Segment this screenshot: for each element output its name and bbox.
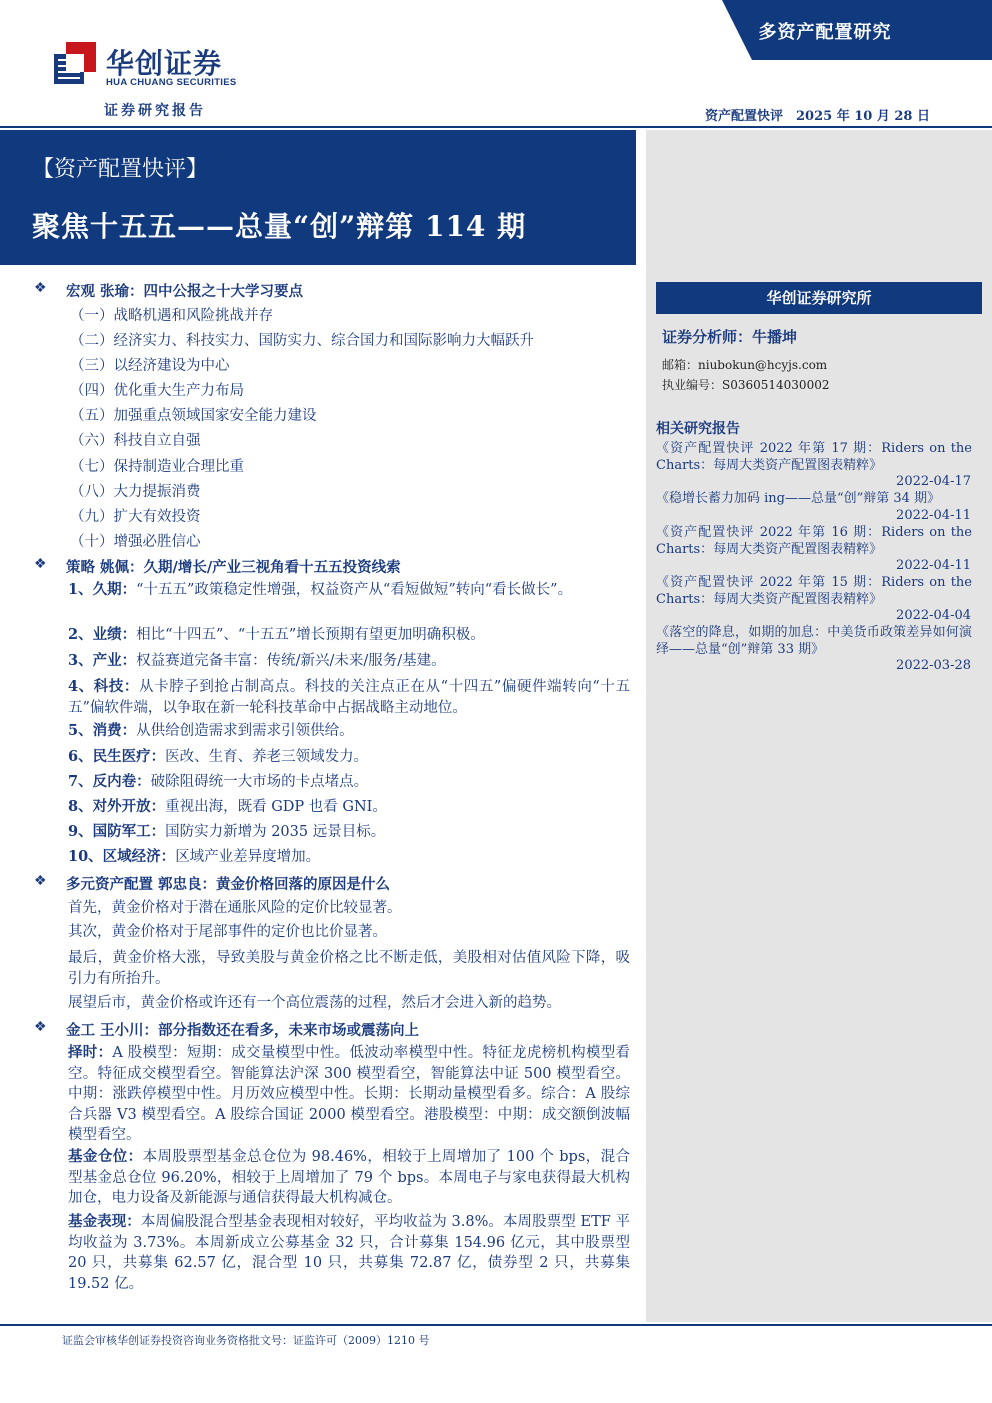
related-report-link[interactable]: 《资产配置快评 2022 年第 16 期：Riders on the Charts：每周大类资产配置图表精粹》 xyxy=(656,525,972,557)
point-text: 破除阻碍统一大市场的卡点堵点。 xyxy=(150,774,369,790)
section-title-quant: 金工 王小川：部分指数还在看多，未来市场或震荡向上 xyxy=(66,1022,420,1039)
point-text: 从供给创造需求到需求引领供给。 xyxy=(136,723,354,739)
macro-point: （二）经济实力、科技实力、国防实力、综合国力和国际影响力大幅跃升 xyxy=(70,333,534,349)
header-divider xyxy=(0,126,992,128)
institute-bar: 华创证券研究所 xyxy=(656,282,982,314)
point-text: 医改、生育、养老三领域发力。 xyxy=(165,749,369,765)
strategy-point xyxy=(68,847,630,868)
related-report-date: 2022-04-11 xyxy=(896,558,971,573)
diamond-bullet-icon: ❖ xyxy=(34,556,47,572)
related-report-link[interactable]: 《资产配置快评 2022 年第 15 期：Riders on the Charts：每周大类资产配置图表精粹》 xyxy=(656,575,972,607)
macro-point: （五）加强重点领域国家安全能力建设 xyxy=(70,408,317,424)
logo-chinese-name: 华创证券 xyxy=(106,47,223,80)
point-text: 本周股票型基金总仓位为 98.46%，相较于上周增加了 100 个 bps，混合型基金总仓位 96.20%，相较于上周增加了 79 个 bps。本周电子与家电获得最大机构加仓，电力设备及新能源与通信获得最大机构减仓。 xyxy=(68,1149,631,1206)
multi-asset-point: 展望后市，黄金价格或许还有一个高位震荡的过程，然后才会进入新的趋势。 xyxy=(68,995,561,1011)
related-report-link[interactable]: 《落空的降息，如期的加息：中美货币政策差异如何演绎——总量“创”辩第 33 期》 xyxy=(656,625,972,657)
point-text: A 股模型：短期：成交量模型中性。低波动率模型中性。特征龙虎榜机构模型看空。特征成交模型看空。智能算法沪深 300 模型看空，智能算法中证 500 模型看空。中期：涨跌停模型中性。月历效应模型中性。长期：长期动量模型看多。综合：A 股综合兵器 V3 模型看空。A 股综合国证 2000 模型看空。港股模型：中期：成交额倒波幅模型看空。 xyxy=(68,1045,631,1143)
multi-asset-point: 最后，黄金价格大涨，导致美股与黄金价格之比不断走低，美股相对估值风险下降，吸引力有所抬升。 xyxy=(68,950,630,987)
related-report-date: 2022-03-28 xyxy=(896,658,971,673)
point-key: 9、国防军工： xyxy=(68,823,166,840)
point-key: 4、科技： xyxy=(68,678,140,695)
report-series-title: 【资产配置快评】 xyxy=(32,157,209,182)
point-key: 3、产业： xyxy=(68,652,137,669)
strategy-point xyxy=(68,772,630,793)
point-text: 权益赛道完备丰富：传统/新兴/未来/服务/基建。 xyxy=(136,653,446,669)
strategy-point xyxy=(68,651,630,672)
analyst-license: 执业编号：S0360514030002 xyxy=(662,378,830,392)
point-key: 7、反内卷： xyxy=(68,773,151,790)
point-key: 基金仓位： xyxy=(68,1148,143,1165)
related-report-date: 2022-04-17 xyxy=(896,474,971,489)
macro-point: （六）科技自立自强 xyxy=(70,433,201,449)
quant-point xyxy=(68,1043,630,1146)
point-text: 相比“十四五”、“十五五”增长预期有望更加明确积极。 xyxy=(136,627,485,643)
company-logo xyxy=(52,40,242,98)
point-key: 6、民生医疗： xyxy=(68,748,166,765)
point-key: 基金表现： xyxy=(68,1213,141,1230)
analyst-name: 证券分析师：牛播坤 xyxy=(662,328,798,346)
strategy-point xyxy=(68,625,630,646)
related-reports-title: 相关研究报告 xyxy=(656,421,740,437)
strategy-point xyxy=(68,797,630,818)
strategy-point xyxy=(68,721,630,742)
strategy-point xyxy=(68,822,630,843)
macro-point: （七）保持制造业合理比重 xyxy=(70,459,244,475)
multi-asset-point: 首先，黄金价格对于潜在通胀风险的定价比较显著。 xyxy=(68,900,402,916)
macro-point: （十）增强必胜信心 xyxy=(70,534,201,550)
title-block xyxy=(0,130,636,265)
multi-asset-point: 其次，黄金价格对于尾部事件的定价也比价显著。 xyxy=(68,924,387,940)
point-text: 本周偏股混合型基金表现相对较好，平均收益为 3.8%。本周股票型 ETF 平均收益为 3.73%。本周新成立公募基金 32 只，合计募集 154.96 亿元，其中股票型 20 只，共募集 62.57 亿，混合型 10 只，共募集 72.87 亿，债券型 2 只，共募集 19.52 亿。 xyxy=(68,1214,631,1292)
diamond-bullet-icon: ❖ xyxy=(34,280,47,296)
macro-point: （四）优化重大生产力布局 xyxy=(70,383,244,399)
report-main-title: 聚焦十五五——总量“创”辩第 114 期 xyxy=(32,210,527,243)
section-title-macro: 宏观 张瑜：四中公报之十大学习要点 xyxy=(66,283,304,300)
header-date: 资产配置快评 2025 年 10 月 28 日 xyxy=(705,109,930,124)
point-text: 国防实力新增为 2035 远景目标。 xyxy=(165,824,386,840)
diamond-bullet-icon: ❖ xyxy=(34,873,47,889)
huachuang-logo-icon xyxy=(52,40,98,86)
macro-point: （八）大力提振消费 xyxy=(70,484,201,500)
related-report-link[interactable]: 《稳增长蓄力加码 ing——总量“创”辩第 34 期》 xyxy=(656,491,941,506)
point-text: 重视出海，既看 GDP 也看 GNI。 xyxy=(165,799,387,815)
point-key: 5、消费： xyxy=(68,722,137,739)
point-key: 2、业绩： xyxy=(68,626,137,643)
logo-english-name: HUA CHUANG SECURITIES xyxy=(106,77,237,88)
analyst-email[interactable]: 邮箱：niubokun@hcyjs.com xyxy=(662,358,828,372)
point-text: 从卡脖子到抢占制高点。科技的关注点正在从“十四五”偏硬件端转向“十五五”偏软件端，以争取在新一轮科技革命中占据战略主动地位。 xyxy=(68,679,630,716)
strategy-point xyxy=(68,747,630,768)
strategy-point xyxy=(68,677,630,718)
report-type-label: 证券研究报告 xyxy=(104,103,206,119)
quant-point xyxy=(68,1147,630,1209)
macro-point: （一）战略机遇和风险挑战并存 xyxy=(70,308,273,324)
footer-license-text: 证监会审核华创证券投资咨询业务资格批文号：证监许可（2009）1210 号 xyxy=(62,1334,430,1347)
related-report-date: 2022-04-04 xyxy=(896,608,971,623)
quant-point xyxy=(68,1212,630,1294)
strategy-point xyxy=(68,580,630,601)
section-title-strategy: 策略 姚佩：久期/增长/产业三视角看十五五投资线索 xyxy=(66,559,401,576)
point-key: 1、久期： xyxy=(68,581,137,598)
header-tab-label: 多资产配置研究 xyxy=(758,22,892,43)
macro-point: （三）以经济建设为中心 xyxy=(70,358,230,374)
related-report-link[interactable]: 《资产配置快评 2022 年第 17 期：Riders on the Charts：每周大类资产配置图表精粹》 xyxy=(656,441,972,473)
macro-point: （九）扩大有效投资 xyxy=(70,509,201,525)
related-report-date: 2022-04-11 xyxy=(896,508,971,523)
point-text: 区域产业差异度增加。 xyxy=(175,849,321,865)
footer-divider xyxy=(0,1324,992,1326)
diamond-bullet-icon: ❖ xyxy=(34,1019,47,1035)
point-key: 择时： xyxy=(68,1044,113,1061)
section-title-multi-asset: 多元资产配置 郭忠良：黄金价格回落的原因是什么 xyxy=(66,876,391,893)
point-text: “十五五”政策稳定性增强，权益资产从“看短做短”转向“看长做长”。 xyxy=(136,582,573,598)
point-key: 10、区域经济： xyxy=(68,848,176,865)
point-key: 8、对外开放： xyxy=(68,798,166,815)
